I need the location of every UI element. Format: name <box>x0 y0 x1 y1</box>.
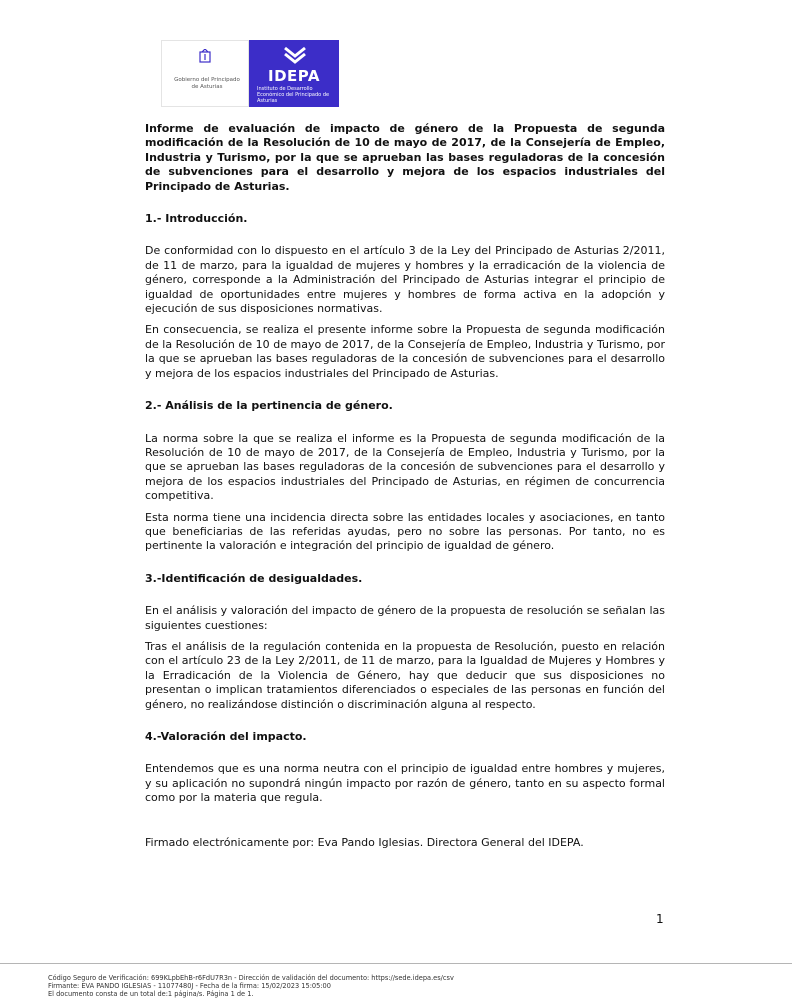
footer-pages-line: El documento consta de un total de:1 página/s. Página 1 de 1. <box>48 989 254 998</box>
idepa-subtitle: Instituto de Desarrollo Económico del Principado de Asturias <box>257 86 330 104</box>
section-heading: 3.-Identificación de desigualdades. <box>145 571 363 585</box>
section-heading: 4.-Valoración del impacto. <box>145 730 307 743</box>
document-body <box>145 122 665 857</box>
idepa-mark-icon <box>282 46 308 66</box>
section-heading: 1.- Introducción. <box>145 212 248 226</box>
crest-icon <box>198 49 212 63</box>
header-logos <box>161 40 339 107</box>
footer-csv-line: Código Seguro de Verificación: 699KLpbEhB-r6FdU7R3n - Dirección de validación del documento: https://sede.idepa.es/csv <box>48 974 454 982</box>
footer-divider <box>0 963 792 964</box>
verification-footer <box>48 975 454 998</box>
principado-logo-text: Gobierno del Principado de Asturias <box>174 77 240 90</box>
paragraph: Tras el análisis de la regulación contenida en la propuesta de Resolución, puesto en relación con el artículo 23 de la Ley 2/2011, de 11 de marzo, para la Igualdad de Mujeres y Hombres y la Erradicación de la Violencia de Género, hay que deducir que sus disposiciones no presentan o implican tratamientos diferenciados o especiales de las personas en función del género, no realizándose distinción o discriminación alguna al respecto. <box>145 639 665 711</box>
paragraph: Entendemos que es una norma neutra con el principio de igualdad entre hombres y mujeres, y su aplicación no supondrá ningún impacto por razón de género, tanto en su aspecto formal como por la materia que regula. <box>145 762 665 805</box>
idepa-brand: IDEPA <box>267 67 320 85</box>
principado-logo <box>161 40 249 107</box>
paragraph: De conformidad con lo dispuesto en el artículo 3 de la Ley del Principado de Asturias 2/2011, de 11 de marzo, para la igualdad de mujeres y hombres y la erradicación de la violencia de género, corresponde a la Administración del Principado de Asturias integrar el principio de igualdad de oportunidades entre mujeres y hombres de forma activa en la adopción y ejecución de sus disposiciones normativas. <box>145 244 665 316</box>
paragraph: La norma sobre la que se realiza el informe es la Propuesta de segunda modificación de la Resolución de 10 de mayo de 2017, de la Consejería de Empleo, Industria y Turismo, por la que se aprueban las bases reguladoras de la concesión de subvenciones para el desarrollo y mejora de los espacios industriales del Principado de Asturias, en régimen de concurrencia competitiva. <box>145 431 665 503</box>
section-heading: 2.- Análisis de la pertinencia de género. <box>145 399 393 413</box>
footer-signer-line: Firmante: EVA PANDO IGLESIAS - 11077480J - Fecha de la firma: 15/02/2023 15:05:00 <box>48 981 331 990</box>
document-title: Informe de evaluación de impacto de género de la Propuesta de segunda modificación de la Resolución de 10 de mayo de 2017, de la Consejería de Empleo, Industria y Turismo, por la que se aprueban las bases reguladoras de la concesión de subvenciones para el desarrollo y mejora de los espacios industriales del Principado de Asturias. <box>145 122 665 193</box>
idepa-logo <box>249 40 339 107</box>
page-number: 1 <box>656 912 664 926</box>
paragraph: Esta norma tiene una incidencia directa sobre las entidades locales y asociaciones, en tanto que beneficiarias de las referidas ayudas, pero no sobre las personas. Por tanto, no es pertinente la valoración e integración del principio de igualdad de género. <box>145 510 665 553</box>
paragraph: En el análisis y valoración del impacto de género de la propuesta de resolución se señalan las siguientes cuestiones: <box>145 604 665 632</box>
signature-line: Firmado electrónicamente por: Eva Pando Iglesias. Directora General del IDEPA. <box>145 835 584 849</box>
paragraph: En consecuencia, se realiza el presente informe sobre la Propuesta de segunda modificación de la Resolución de 10 de mayo de 2017, de la Consejería de Empleo, Industria y Turismo, por la que se aprueban las bases reguladoras de la concesión de subvenciones para el desarrollo y mejora de los espacios industriales del Principado de Asturias. <box>145 323 665 380</box>
